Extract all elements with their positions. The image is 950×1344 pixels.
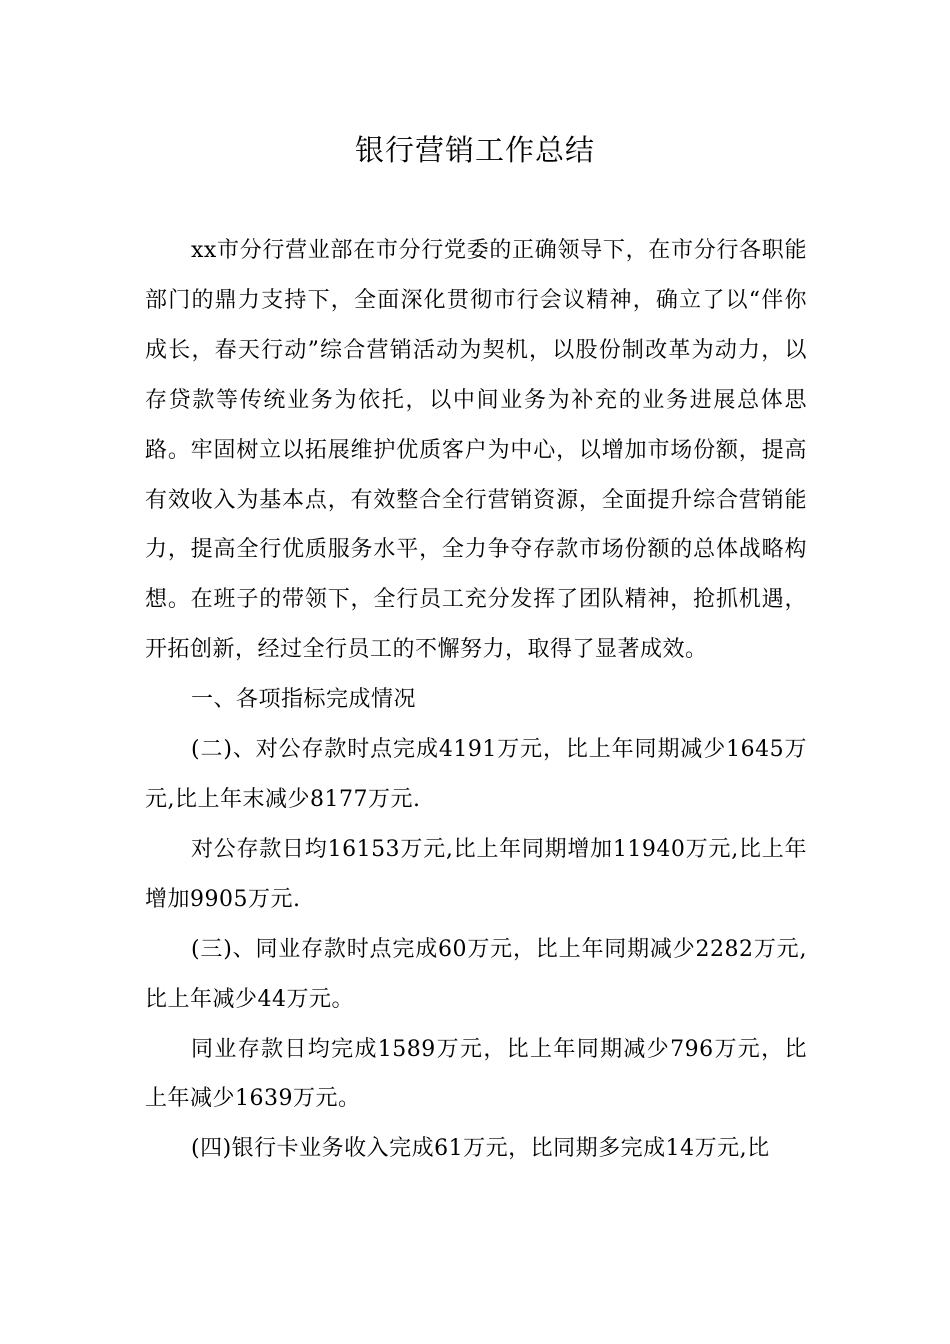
- paragraph-corporate-deposit-daily: 对公存款日均16153万元,比上年同期增加11940万元,比上年增加9905万元.: [145, 836, 807, 912]
- document-body: [145, 226, 807, 1174]
- section-heading-indicators: 一、各项指标完成情况: [191, 687, 417, 713]
- paragraph-intro: xx市分行营业部在市分行党委的正确领导下，在市分行各职能部门的鼎力支持下，全面深化贯彻市行会议精神，确立了以“伴你成长，春天行动”综合营销活动为契机，以股份制改革为动力，以存贷款等传统业务为依托，以中间业务为补充的业务进展总体思路。牢固树立以拓展维护优质客户为中心，以增加市场份额，提高有效收入为基本点，有效整合全行营销资源，全面提升综合营销能力，提高全行优质服务水平，全力争夺存款市场份额的总体战略构想。在班子的带领下，全行员工充分发挥了团队精神，抢抓机遇，开拓创新，经过全行员工的不懈努力，取得了显著成效。: [145, 238, 807, 663]
- paragraph-interbank-deposit-point: (三)、同业存款时点完成60万元，比上年同期减少2282万元,比上年减少44万元。: [145, 936, 807, 1012]
- paragraph-bank-card-income: (四)银行卡业务收入完成61万元，比同期多完成14万元,比: [191, 1136, 770, 1162]
- paragraph-interbank-deposit-daily: 同业存款日均完成1589万元，比上年同期减少796万元，比上年减少1639万元。: [145, 1036, 807, 1112]
- paragraph-corporate-deposit-point: (二)、对公存款时点完成4191万元，比上年同期减少1645万元,比上年末减少8177万元.: [145, 737, 807, 812]
- document-title: 银行营销工作总结: [354, 133, 595, 167]
